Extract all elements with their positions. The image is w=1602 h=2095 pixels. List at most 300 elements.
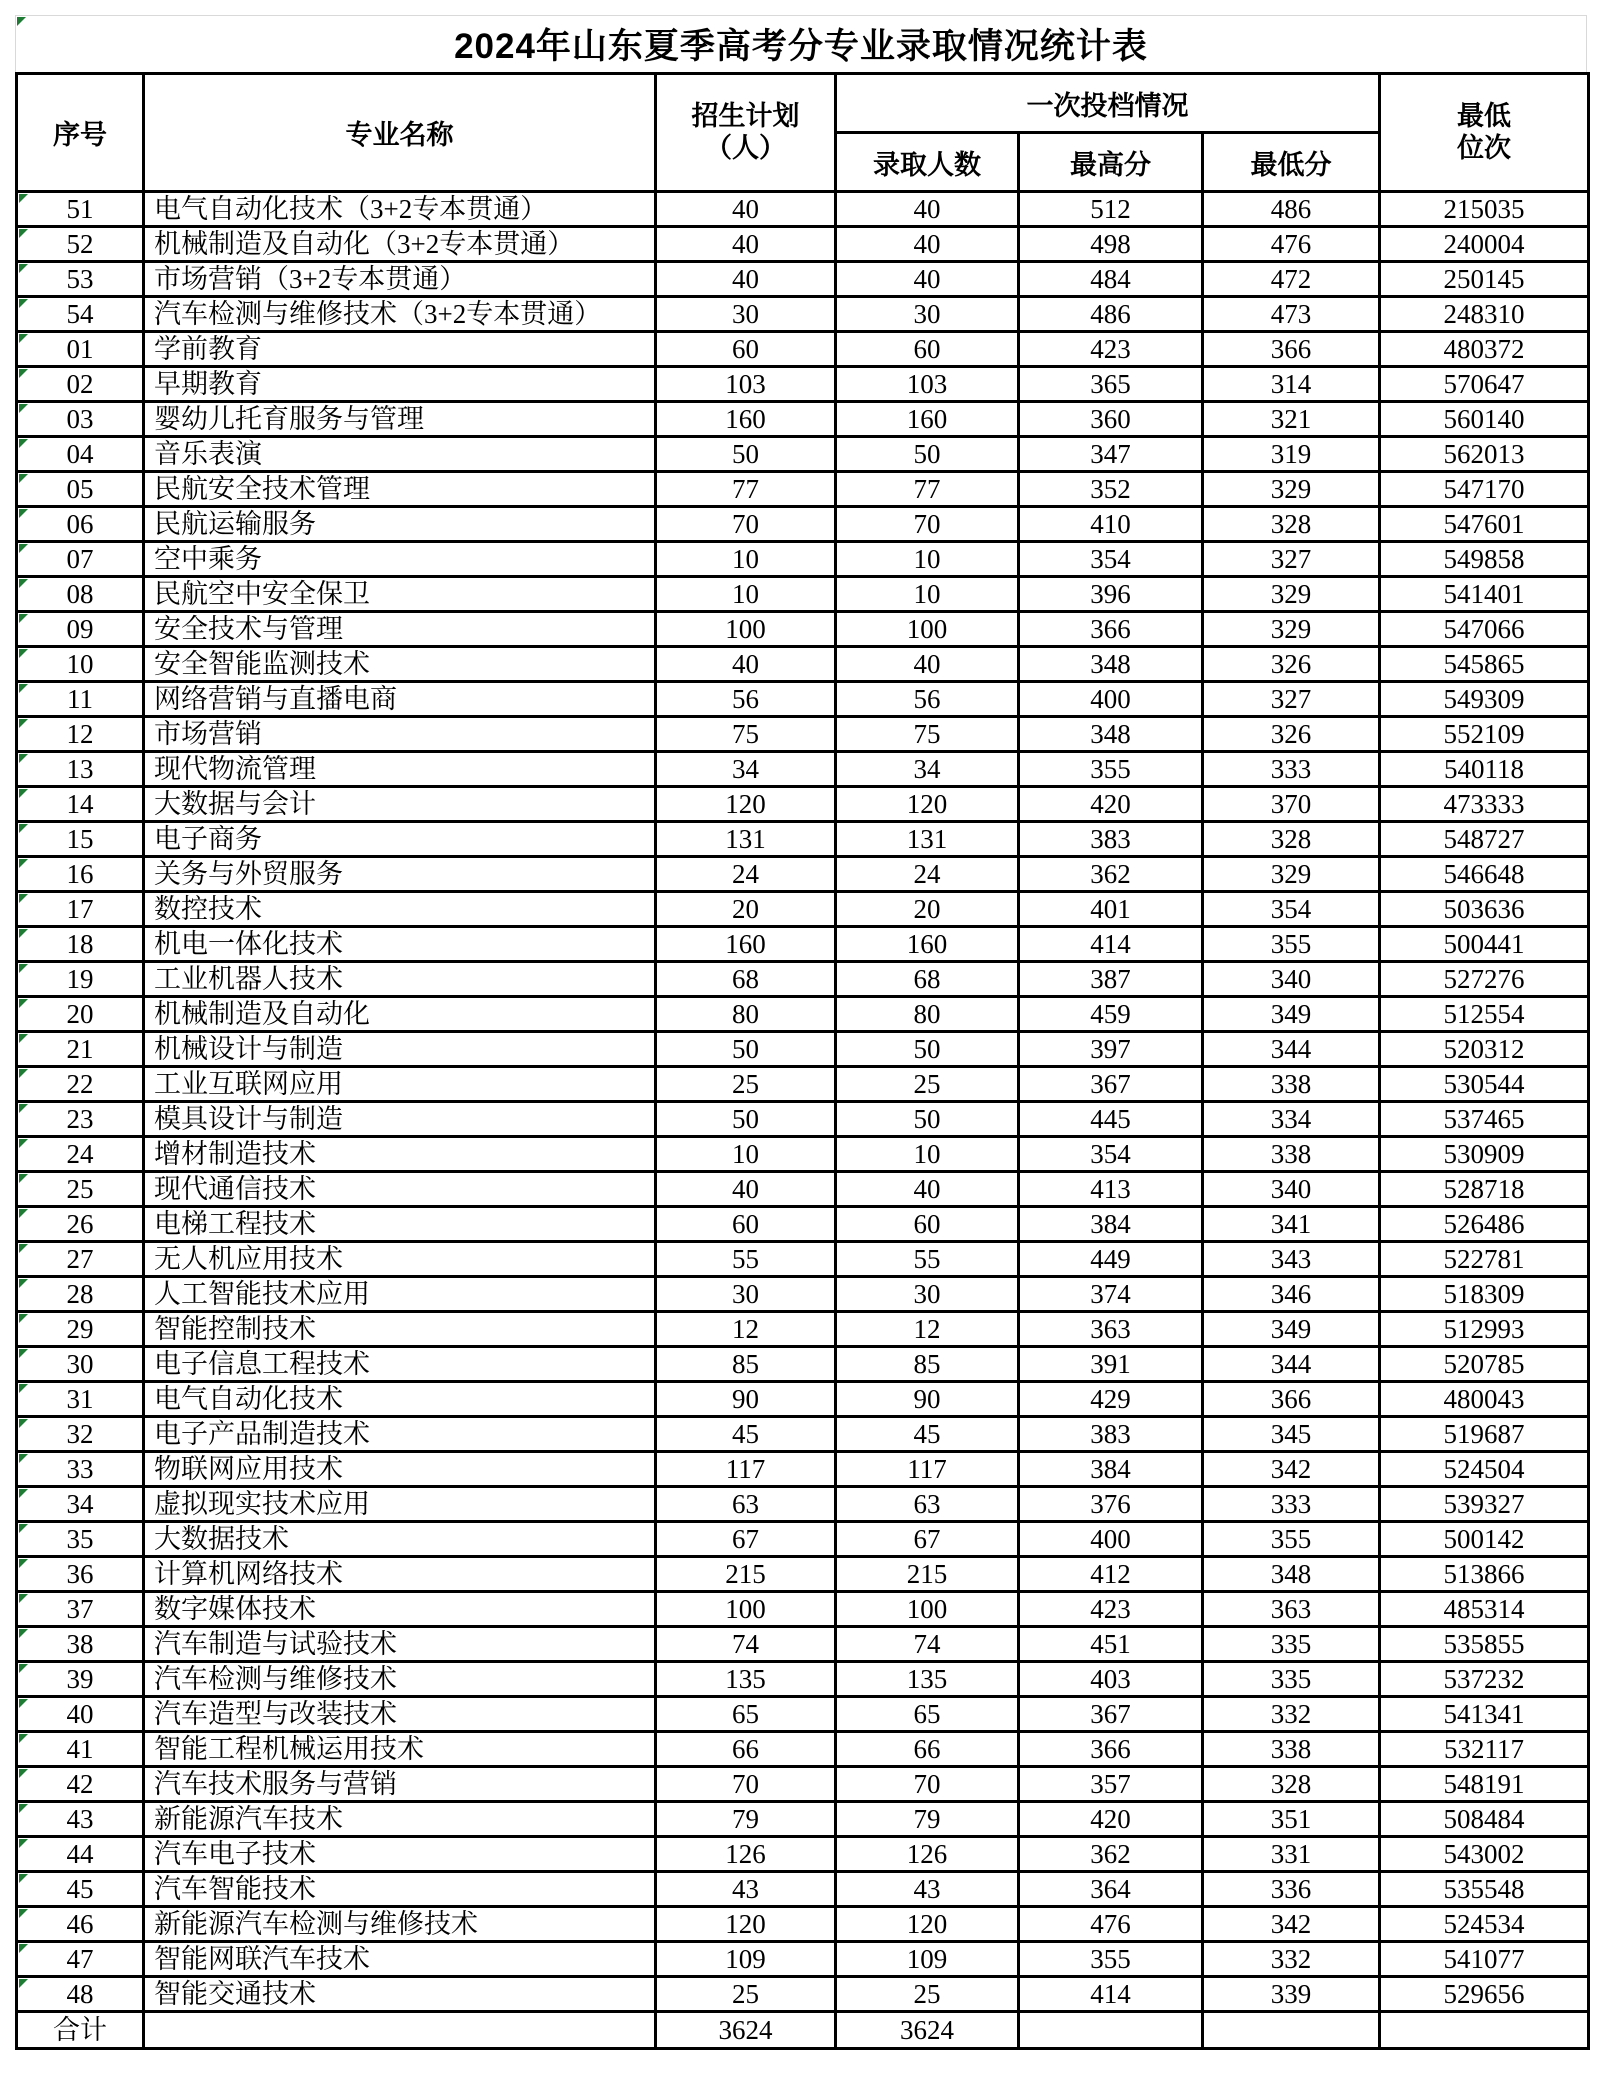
row-major-name: 物联网应用技术	[144, 1452, 656, 1487]
row-major-name: 婴幼儿托育服务与管理	[144, 402, 656, 437]
table-row	[17, 892, 1589, 927]
row-min-score: 344	[1203, 1347, 1380, 1382]
table-row	[17, 1557, 1589, 1592]
row-major-name: 机械制造及自动化（3+2专本贯通）	[144, 227, 656, 262]
row-max-score: 486	[1019, 297, 1203, 332]
row-no-cell	[17, 402, 144, 437]
row-major-name: 工业互联网应用	[144, 1067, 656, 1102]
table-row	[17, 1312, 1589, 1347]
cell-flag-icon	[19, 1174, 28, 1183]
row-no-cell	[17, 437, 144, 472]
row-plan: 74	[656, 1627, 836, 1662]
row-no: 03	[66, 404, 94, 434]
row-major-name: 电子信息工程技术	[144, 1347, 656, 1382]
row-no: 01	[66, 334, 94, 364]
spreadsheet	[15, 15, 1587, 2050]
row-no: 27	[66, 1244, 94, 1274]
table-row	[17, 1907, 1589, 1942]
row-min-rank: 512993	[1380, 1312, 1589, 1347]
row-min-score: 354	[1203, 892, 1380, 927]
row-min-rank: 215035	[1380, 192, 1589, 227]
total-plan: 3624	[656, 2012, 836, 2049]
row-min-score: 339	[1203, 1977, 1380, 2012]
row-admitted: 63	[836, 1487, 1019, 1522]
table-title-cell	[15, 15, 1587, 72]
col-header-first-dispatch: 一次投档情况	[836, 74, 1380, 133]
row-max-score: 420	[1019, 1802, 1203, 1837]
table-row	[17, 402, 1589, 437]
row-major-name: 智能交通技术	[144, 1977, 656, 2012]
table-row	[17, 717, 1589, 752]
cell-flag-icon	[19, 614, 28, 623]
row-no-cell	[17, 787, 144, 822]
row-plan: 67	[656, 1522, 836, 1557]
row-min-score: 326	[1203, 717, 1380, 752]
row-min-rank: 513866	[1380, 1557, 1589, 1592]
cell-flag-icon	[19, 719, 28, 728]
row-no-cell	[17, 822, 144, 857]
total-min-empty	[1203, 2012, 1380, 2049]
table-row	[17, 997, 1589, 1032]
row-plan: 80	[656, 997, 836, 1032]
cell-flag-icon	[19, 1244, 28, 1253]
row-max-score: 400	[1019, 1522, 1203, 1557]
row-no-cell	[17, 962, 144, 997]
row-min-score: 344	[1203, 1032, 1380, 1067]
row-max-score: 412	[1019, 1557, 1203, 1592]
row-major-name: 计算机网络技术	[144, 1557, 656, 1592]
row-min-score: 342	[1203, 1907, 1380, 1942]
row-major-name: 电子商务	[144, 822, 656, 857]
row-min-score: 351	[1203, 1802, 1380, 1837]
cell-flag-icon	[19, 1594, 28, 1603]
row-no-cell	[17, 1942, 144, 1977]
row-major-name: 汽车智能技术	[144, 1872, 656, 1907]
row-admitted: 50	[836, 437, 1019, 472]
cell-flag-icon	[19, 1524, 28, 1533]
row-min-score: 341	[1203, 1207, 1380, 1242]
row-plan: 70	[656, 1767, 836, 1802]
row-plan: 40	[656, 192, 836, 227]
row-admitted: 40	[836, 1172, 1019, 1207]
total-major-empty	[144, 2012, 656, 2049]
row-max-score: 383	[1019, 822, 1203, 857]
table-row	[17, 1487, 1589, 1522]
row-no-cell	[17, 1382, 144, 1417]
row-admitted: 40	[836, 647, 1019, 682]
row-min-rank: 518309	[1380, 1277, 1589, 1312]
row-max-score: 397	[1019, 1032, 1203, 1067]
row-min-score: 340	[1203, 1172, 1380, 1207]
row-major-name: 智能控制技术	[144, 1312, 656, 1347]
row-min-rank: 524504	[1380, 1452, 1589, 1487]
table-row	[17, 1977, 1589, 2012]
row-min-rank: 529656	[1380, 1977, 1589, 2012]
row-plan: 103	[656, 367, 836, 402]
row-no-cell	[17, 577, 144, 612]
row-no-cell	[17, 752, 144, 787]
row-min-score: 326	[1203, 647, 1380, 682]
row-min-score: 340	[1203, 962, 1380, 997]
row-no: 37	[66, 1594, 94, 1624]
row-min-score: 472	[1203, 262, 1380, 297]
row-min-rank: 512554	[1380, 997, 1589, 1032]
row-admitted: 45	[836, 1417, 1019, 1452]
row-no-cell	[17, 1872, 144, 1907]
cell-flag-icon	[19, 1069, 28, 1078]
row-admitted: 70	[836, 1767, 1019, 1802]
row-admitted: 24	[836, 857, 1019, 892]
table-row	[17, 612, 1589, 647]
row-plan: 43	[656, 1872, 836, 1907]
row-plan: 40	[656, 1172, 836, 1207]
row-max-score: 423	[1019, 332, 1203, 367]
row-min-rank: 535855	[1380, 1627, 1589, 1662]
row-admitted: 50	[836, 1032, 1019, 1067]
col-header-admitted: 录取人数	[836, 133, 1019, 192]
row-plan: 85	[656, 1347, 836, 1382]
row-no: 38	[66, 1629, 94, 1659]
row-no: 09	[66, 614, 94, 644]
row-plan: 40	[656, 227, 836, 262]
row-min-score: 338	[1203, 1067, 1380, 1102]
row-major-name: 无人机应用技术	[144, 1242, 656, 1277]
row-max-score: 362	[1019, 857, 1203, 892]
row-no-cell	[17, 1102, 144, 1137]
row-min-rank: 548727	[1380, 822, 1589, 857]
row-max-score: 414	[1019, 1977, 1203, 2012]
cell-flag-icon	[19, 754, 28, 763]
col-header-min-rank	[1380, 74, 1589, 192]
row-no-cell	[17, 1417, 144, 1452]
row-min-score: 336	[1203, 1872, 1380, 1907]
row-plan: 63	[656, 1487, 836, 1522]
row-no-cell	[17, 1767, 144, 1802]
row-min-rank: 537465	[1380, 1102, 1589, 1137]
table-row	[17, 227, 1589, 262]
row-max-score: 451	[1019, 1627, 1203, 1662]
total-row	[17, 2012, 1589, 2049]
row-admitted: 50	[836, 1102, 1019, 1137]
row-min-rank: 519687	[1380, 1417, 1589, 1452]
row-major-name: 安全智能监测技术	[144, 647, 656, 682]
row-no: 17	[66, 894, 94, 924]
table-row	[17, 332, 1589, 367]
row-no: 46	[66, 1909, 94, 1939]
row-admitted: 10	[836, 542, 1019, 577]
row-admitted: 67	[836, 1522, 1019, 1557]
cell-flag-icon	[19, 229, 28, 238]
row-no-cell	[17, 472, 144, 507]
row-no-cell	[17, 1347, 144, 1382]
table-row	[17, 1277, 1589, 1312]
row-plan: 90	[656, 1382, 836, 1417]
row-admitted: 85	[836, 1347, 1019, 1382]
cell-flag-icon	[19, 1454, 28, 1463]
row-plan: 10	[656, 542, 836, 577]
row-no: 24	[66, 1139, 94, 1169]
row-no: 36	[66, 1559, 94, 1589]
row-plan: 45	[656, 1417, 836, 1452]
cell-flag-icon	[19, 1559, 28, 1568]
row-no-cell	[17, 507, 144, 542]
row-max-score: 400	[1019, 682, 1203, 717]
row-max-score: 352	[1019, 472, 1203, 507]
row-no: 08	[66, 579, 94, 609]
cell-flag-icon	[19, 789, 28, 798]
table-row	[17, 962, 1589, 997]
table-row	[17, 1032, 1589, 1067]
row-major-name: 汽车电子技术	[144, 1837, 656, 1872]
row-major-name: 汽车造型与改装技术	[144, 1697, 656, 1732]
row-no: 25	[66, 1174, 94, 1204]
row-admitted: 43	[836, 1872, 1019, 1907]
row-plan: 75	[656, 717, 836, 752]
table-row	[17, 192, 1589, 227]
row-max-score: 498	[1019, 227, 1203, 262]
row-no: 45	[66, 1874, 94, 1904]
col-header-plan	[656, 74, 836, 192]
row-plan: 79	[656, 1802, 836, 1837]
row-min-score: 366	[1203, 332, 1380, 367]
row-no-cell	[17, 367, 144, 402]
cell-flag-icon	[17, 17, 26, 26]
row-major-name: 新能源汽车技术	[144, 1802, 656, 1837]
row-admitted: 131	[836, 822, 1019, 857]
cell-flag-icon	[19, 894, 28, 903]
row-min-rank: 549309	[1380, 682, 1589, 717]
row-major-name: 汽车检测与维修技术	[144, 1662, 656, 1697]
row-plan: 56	[656, 682, 836, 717]
row-no: 21	[66, 1034, 94, 1064]
cell-flag-icon	[19, 649, 28, 658]
cell-flag-icon	[19, 1384, 28, 1393]
row-min-score: 314	[1203, 367, 1380, 402]
table-row	[17, 857, 1589, 892]
row-no: 42	[66, 1769, 94, 1799]
table-row	[17, 1172, 1589, 1207]
row-no: 02	[66, 369, 94, 399]
row-no: 12	[66, 719, 94, 749]
row-no-cell	[17, 1207, 144, 1242]
row-no: 15	[66, 824, 94, 854]
row-max-score: 347	[1019, 437, 1203, 472]
row-admitted: 160	[836, 402, 1019, 437]
row-major-name: 智能工程机械运用技术	[144, 1732, 656, 1767]
col-header-rank-line2: 位次	[1457, 132, 1511, 163]
cell-flag-icon	[19, 1944, 28, 1953]
col-header-min-score: 最低分	[1203, 133, 1380, 192]
row-plan: 24	[656, 857, 836, 892]
total-label: 合计	[17, 2012, 144, 2049]
row-max-score: 391	[1019, 1347, 1203, 1382]
cell-flag-icon	[19, 1419, 28, 1428]
row-min-score: 345	[1203, 1417, 1380, 1452]
row-max-score: 414	[1019, 927, 1203, 962]
row-plan: 117	[656, 1452, 836, 1487]
row-no-cell	[17, 892, 144, 927]
row-min-score: 346	[1203, 1277, 1380, 1312]
row-no: 26	[66, 1209, 94, 1239]
row-min-score: 349	[1203, 1312, 1380, 1347]
table-row	[17, 1942, 1589, 1977]
cell-flag-icon	[19, 439, 28, 448]
row-min-rank: 532117	[1380, 1732, 1589, 1767]
row-max-score: 403	[1019, 1662, 1203, 1697]
row-min-score: 321	[1203, 402, 1380, 437]
row-no-cell	[17, 1977, 144, 2012]
row-min-score: 329	[1203, 577, 1380, 612]
table-row	[17, 1382, 1589, 1417]
row-min-rank: 530909	[1380, 1137, 1589, 1172]
row-no-cell	[17, 1837, 144, 1872]
cell-flag-icon	[19, 684, 28, 693]
row-min-rank: 546648	[1380, 857, 1589, 892]
row-no: 33	[66, 1454, 94, 1484]
cell-flag-icon	[19, 1139, 28, 1148]
row-max-score: 355	[1019, 752, 1203, 787]
row-no: 31	[66, 1384, 94, 1414]
row-plan: 50	[656, 437, 836, 472]
row-min-score: 327	[1203, 682, 1380, 717]
row-no-cell	[17, 682, 144, 717]
table-row	[17, 1662, 1589, 1697]
table-row	[17, 1347, 1589, 1382]
row-admitted: 120	[836, 787, 1019, 822]
row-no-cell	[17, 542, 144, 577]
row-plan: 70	[656, 507, 836, 542]
row-admitted: 90	[836, 1382, 1019, 1417]
row-admitted: 40	[836, 262, 1019, 297]
row-no-cell	[17, 1732, 144, 1767]
row-admitted: 68	[836, 962, 1019, 997]
row-min-rank: 480043	[1380, 1382, 1589, 1417]
row-min-score: 332	[1203, 1942, 1380, 1977]
row-admitted: 40	[836, 192, 1019, 227]
cell-flag-icon	[19, 474, 28, 483]
row-major-name: 关务与外贸服务	[144, 857, 656, 892]
cell-flag-icon	[19, 1104, 28, 1113]
row-no: 04	[66, 439, 94, 469]
row-admitted: 60	[836, 1207, 1019, 1242]
table-row	[17, 927, 1589, 962]
row-min-rank: 526486	[1380, 1207, 1589, 1242]
row-max-score: 484	[1019, 262, 1203, 297]
row-plan: 160	[656, 927, 836, 962]
row-plan: 68	[656, 962, 836, 997]
row-min-score: 331	[1203, 1837, 1380, 1872]
table-row	[17, 1207, 1589, 1242]
row-major-name: 大数据与会计	[144, 787, 656, 822]
row-no-cell	[17, 332, 144, 367]
row-min-score: 476	[1203, 227, 1380, 262]
row-min-score: 335	[1203, 1627, 1380, 1662]
row-admitted: 10	[836, 1137, 1019, 1172]
row-min-score: 338	[1203, 1732, 1380, 1767]
row-no: 11	[67, 684, 93, 714]
row-plan: 60	[656, 332, 836, 367]
row-min-score: 332	[1203, 1697, 1380, 1732]
row-no: 14	[66, 789, 94, 819]
row-plan: 30	[656, 297, 836, 332]
row-min-score: 327	[1203, 542, 1380, 577]
col-header-max-score: 最高分	[1019, 133, 1203, 192]
row-no-cell	[17, 1697, 144, 1732]
row-min-rank: 547170	[1380, 472, 1589, 507]
row-admitted: 65	[836, 1697, 1019, 1732]
cell-flag-icon	[19, 1769, 28, 1778]
row-plan: 131	[656, 822, 836, 857]
row-no: 32	[66, 1419, 94, 1449]
row-admitted: 74	[836, 1627, 1019, 1662]
row-min-score: 328	[1203, 1767, 1380, 1802]
row-no-cell	[17, 1662, 144, 1697]
table-row	[17, 262, 1589, 297]
table-body	[17, 192, 1589, 2012]
row-plan: 126	[656, 1837, 836, 1872]
row-plan: 100	[656, 1592, 836, 1627]
row-major-name: 人工智能技术应用	[144, 1277, 656, 1312]
total-max-empty	[1019, 2012, 1203, 2049]
row-min-score: 329	[1203, 857, 1380, 892]
row-min-rank: 541077	[1380, 1942, 1589, 1977]
row-no: 34	[66, 1489, 94, 1519]
row-no-cell	[17, 717, 144, 752]
row-max-score: 367	[1019, 1067, 1203, 1102]
table-row	[17, 1452, 1589, 1487]
row-no: 28	[66, 1279, 94, 1309]
cell-flag-icon	[19, 579, 28, 588]
row-max-score: 374	[1019, 1277, 1203, 1312]
row-min-rank: 500142	[1380, 1522, 1589, 1557]
row-no-cell	[17, 1172, 144, 1207]
row-admitted: 120	[836, 1907, 1019, 1942]
row-min-rank: 543002	[1380, 1837, 1589, 1872]
row-no: 05	[66, 474, 94, 504]
cell-flag-icon	[19, 404, 28, 413]
row-major-name: 虚拟现实技术应用	[144, 1487, 656, 1522]
row-major-name: 电气自动化技术	[144, 1382, 656, 1417]
row-plan: 109	[656, 1942, 836, 1977]
row-admitted: 80	[836, 997, 1019, 1032]
row-max-score: 366	[1019, 612, 1203, 647]
row-min-score: 366	[1203, 1382, 1380, 1417]
row-min-rank: 539327	[1380, 1487, 1589, 1522]
row-major-name: 机电一体化技术	[144, 927, 656, 962]
row-min-score: 328	[1203, 507, 1380, 542]
row-plan: 66	[656, 1732, 836, 1767]
cell-flag-icon	[19, 1699, 28, 1708]
row-min-score: 329	[1203, 472, 1380, 507]
row-plan: 20	[656, 892, 836, 927]
cell-flag-icon	[19, 1839, 28, 1848]
row-max-score: 376	[1019, 1487, 1203, 1522]
row-min-rank: 503636	[1380, 892, 1589, 927]
row-major-name: 空中乘务	[144, 542, 656, 577]
row-no-cell	[17, 227, 144, 262]
row-major-name: 电气自动化技术（3+2专本贯通）	[144, 192, 656, 227]
row-major-name: 新能源汽车检测与维修技术	[144, 1907, 656, 1942]
row-major-name: 电子产品制造技术	[144, 1417, 656, 1452]
table-row	[17, 1592, 1589, 1627]
table-row	[17, 682, 1589, 717]
row-no-cell	[17, 1802, 144, 1837]
row-max-score: 348	[1019, 647, 1203, 682]
cell-flag-icon	[19, 1349, 28, 1358]
table-row	[17, 1627, 1589, 1662]
row-no-cell	[17, 1907, 144, 1942]
row-min-rank: 530544	[1380, 1067, 1589, 1102]
